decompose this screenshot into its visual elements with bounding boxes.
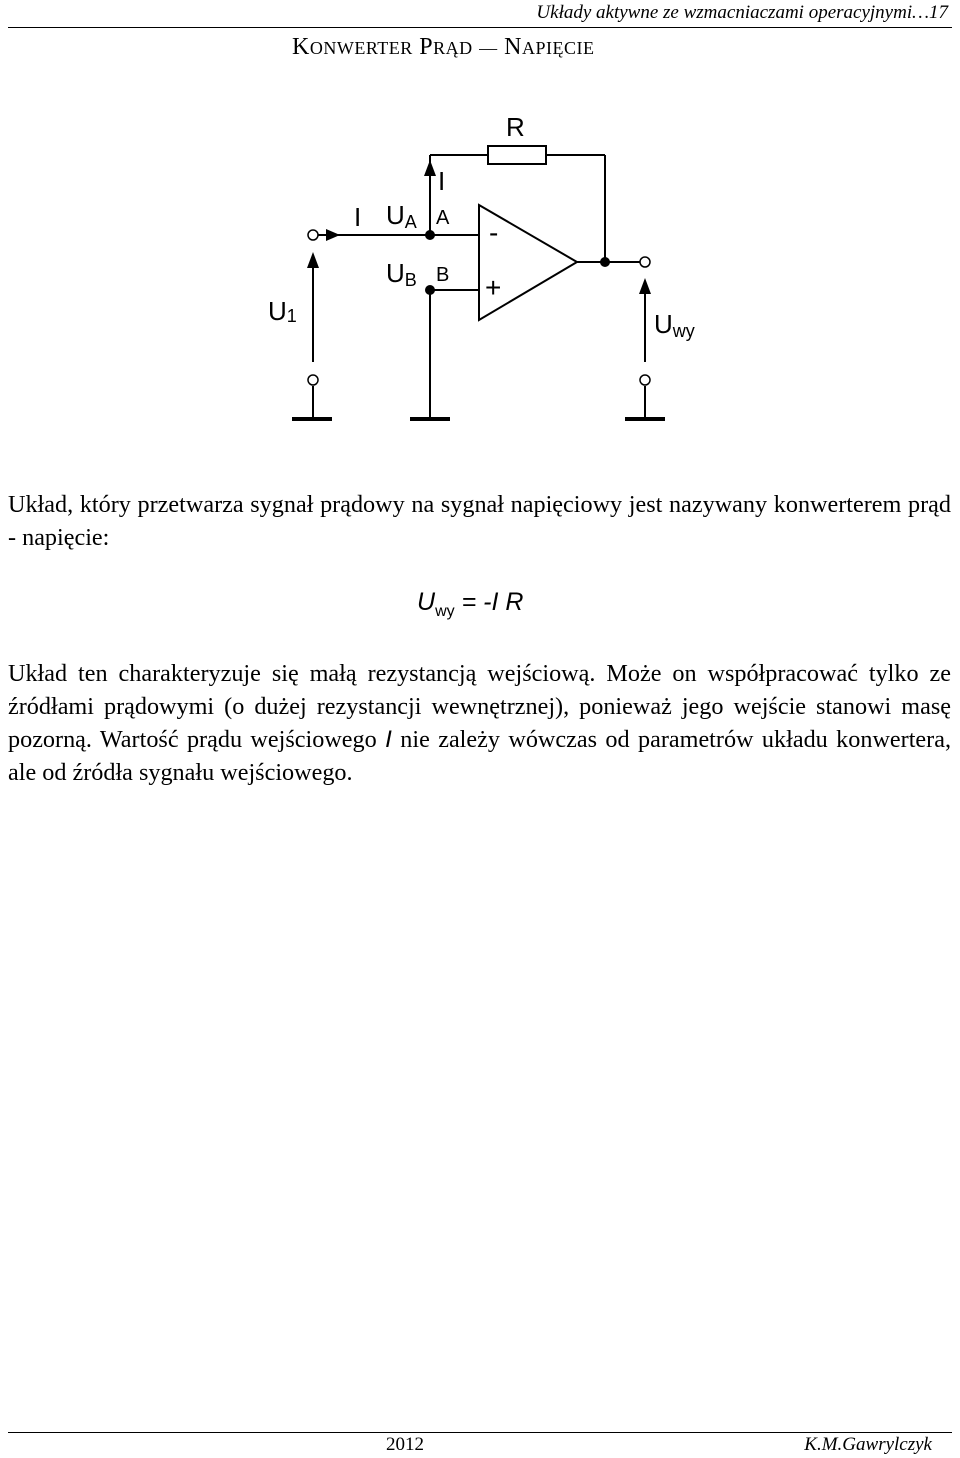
section-title: KONWERTER PRĄD — NAPIĘCIE bbox=[292, 34, 595, 60]
node-b-label: B bbox=[436, 264, 450, 286]
resistor-r bbox=[488, 146, 546, 164]
description-paragraph: Układ ten charakteryzuje się małą rezystancją wejściową. Może on współpracować tylko ze źródłami prądowymi (o dużej rezystancji wewnętrznej), ponieważ jego wejście stanowi masę pozorną. Wartość prądu wejściowego I nie zależy wówczas od parametrów układu konwertera, ale od źródła sygnału wejściowego. bbox=[8, 660, 951, 786]
node-a-dot bbox=[425, 230, 435, 240]
resistor-label: R bbox=[506, 112, 525, 142]
output-node-dot bbox=[600, 257, 610, 267]
node-a-label: A bbox=[436, 207, 450, 229]
footer-author: K.M.Gawrylczyk bbox=[804, 1434, 932, 1455]
node-b-dot bbox=[425, 285, 435, 295]
footer-rule bbox=[8, 1432, 952, 1433]
u1-label: U1 bbox=[268, 296, 297, 326]
footer-year: 2012 bbox=[386, 1434, 424, 1455]
feedback-current-label: I bbox=[438, 166, 446, 196]
uwy-arrow-icon bbox=[639, 278, 651, 294]
running-header: Układy aktywne ze wzmacniaczami operacyjnymi…17 bbox=[536, 2, 948, 23]
plus-sign: + bbox=[485, 272, 502, 303]
intro-paragraph: Układ, który przetwarza sygnał prądowy na sygnał napięciowy jest nazywany konwerterem prąd - napięcie: bbox=[8, 491, 951, 551]
input-terminal-icon bbox=[308, 230, 318, 240]
feedback-current-arrow-icon bbox=[424, 160, 436, 176]
ub-label: UB bbox=[386, 258, 417, 290]
left-ground-terminal-icon bbox=[308, 375, 318, 385]
output-terminal-icon bbox=[640, 257, 650, 267]
output-voltage-formula: $U_{wy} = -I$ R bbox=[417, 588, 524, 620]
right-ground-terminal-icon bbox=[640, 375, 650, 385]
ua-label: UA bbox=[386, 200, 417, 232]
current-voltage-converter-diagram bbox=[0, 0, 960, 440]
minus-sign: - bbox=[489, 217, 499, 248]
u1-arrow-icon bbox=[307, 252, 319, 268]
input-current-arrow-icon bbox=[326, 229, 340, 241]
input-current-label: I bbox=[354, 202, 362, 232]
current-symbol: I bbox=[385, 726, 392, 753]
uwy-label: Uwy bbox=[654, 309, 695, 341]
